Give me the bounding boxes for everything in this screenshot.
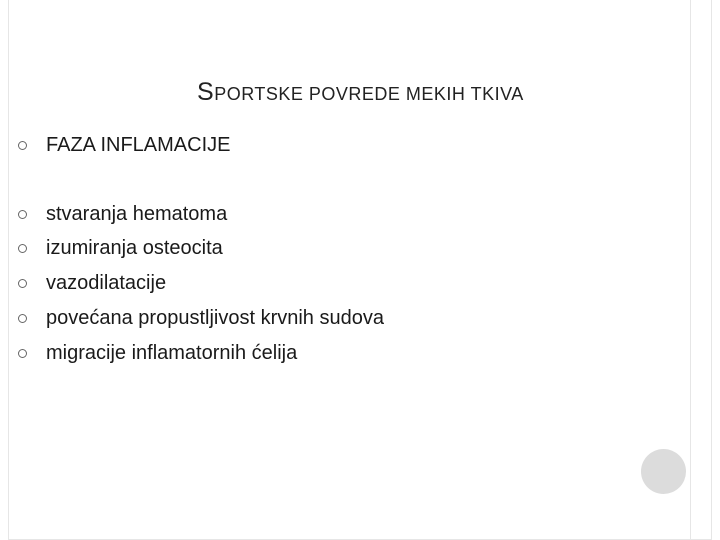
list-item-text: migracije inflamatornih ćelija	[46, 342, 298, 364]
bullet-icon	[18, 279, 27, 288]
title-initial: S	[197, 78, 215, 106]
bullet-icon	[18, 141, 27, 150]
bullet-icon	[18, 244, 27, 253]
list-item	[18, 342, 297, 365]
list-item	[18, 237, 223, 260]
list-item-text: povećana propustljivost krvnih sudova	[46, 307, 384, 329]
bullet-icon	[18, 314, 27, 323]
list-item-text: vazodilatacije	[46, 272, 167, 294]
bullet-icon	[18, 210, 27, 219]
list-item	[18, 272, 166, 295]
section-heading: FAZA INFLAMACIJE	[46, 134, 231, 156]
list-item-text: stvaranja hematoma	[46, 203, 228, 225]
bullet-icon	[18, 349, 27, 358]
list-item	[18, 307, 384, 330]
title-rest: PORTSKE POVREDE MEKIH TKIVA	[214, 84, 524, 104]
list-item	[18, 203, 227, 226]
decorative-circle	[641, 449, 686, 494]
frame-inner-line	[690, 0, 691, 540]
slide-title	[197, 78, 524, 107]
list-item-text: izumiranja osteocita	[46, 237, 223, 259]
heading-row	[18, 134, 230, 157]
